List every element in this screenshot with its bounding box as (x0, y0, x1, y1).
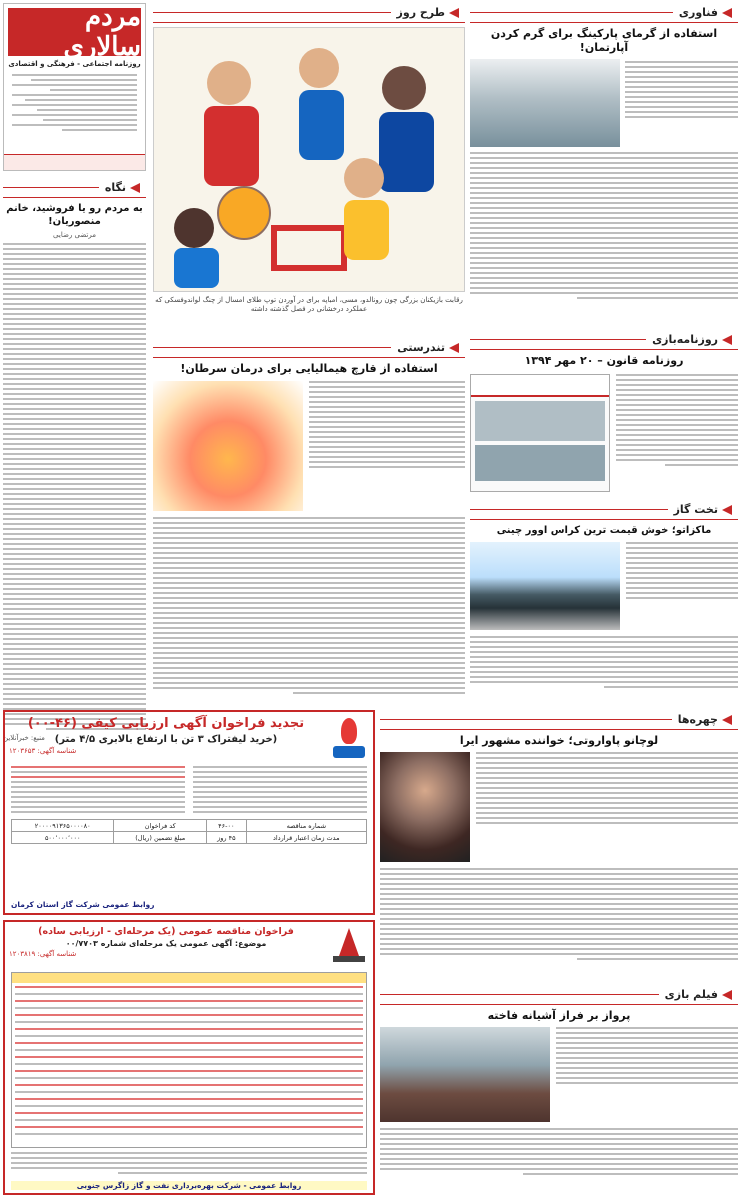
faces-header (380, 710, 738, 730)
faces-section (380, 710, 738, 980)
section-marker-icon (722, 990, 732, 1000)
archive-headline: روزنامه قانون – ۲۰ مهر ۱۳۹۴ (524, 354, 684, 367)
film-headline: پرواز بر فراز آشیانه فاخته (487, 1009, 631, 1022)
ad2-shenase: شناسه آگهی: ۱۲۰۳۸۱۹ (9, 950, 77, 958)
ad1-subheadline: (خرید لیفتراک ۳ تن با ارتفاع بالابری ۴/۵ متر) (54, 734, 278, 745)
newspaper-cover-image (470, 374, 610, 492)
health-headline: استفاده از قارچ هیمالیایی برای درمان سرطان! (180, 362, 438, 375)
column-author: مرتضی رضایی (53, 231, 96, 239)
ad2-table (11, 972, 367, 1148)
gas-company-logo-icon (329, 716, 369, 762)
ad1-body-right (193, 766, 367, 813)
health-header (153, 338, 465, 358)
faces-headline: لوچانو پاواروتی؛ خواننده مشهور ایرا (459, 734, 659, 747)
archive-body (616, 374, 738, 492)
faces-body-top (476, 752, 738, 862)
comic-caption: رقابت بازیکنان بزرگی چون رونالدو، مسی، امباپه برای در آوردن توپ طلای امسال از چنگ لواندوفسکی که عملکرد درخشانی در فصل گذشته داشته (155, 296, 463, 313)
column-section-label: نگاه (104, 181, 126, 194)
car-header (470, 500, 738, 520)
column-signature: منبع: خبرآنلاین (3, 734, 45, 742)
health-body (153, 517, 465, 694)
ad-tender-1 (3, 710, 375, 915)
table-cell: ۲۰۰۰۰۹۱۳۶۵۰۰۰۰۸۰ (12, 820, 114, 832)
ad2-footer: روابط عمومی - شرکت بهره‌برداری نفت و گاز زاگرس جنوبی (11, 1181, 367, 1190)
film-header (380, 985, 738, 1005)
masthead-dateline (4, 154, 145, 170)
table-cell: ۵۰۰٬۰۰۰٬۰۰۰ (12, 832, 114, 844)
ad1-table (11, 819, 367, 844)
tech-body (470, 152, 738, 299)
table-cell: کد فراخوان (114, 820, 207, 832)
health-section-label: تندرستی (397, 341, 445, 354)
ad1-footer: روابط عمومی شرکت گاز استان کرمان (11, 900, 155, 909)
archive-section-label: روزنامه‌بازی (652, 333, 718, 346)
section-marker-icon (130, 183, 140, 193)
oil-company-logo-icon (329, 926, 369, 966)
film-body-top (556, 1027, 738, 1122)
tech-header (470, 3, 738, 23)
film-section (380, 985, 738, 1195)
section-marker-icon (722, 505, 732, 515)
table-cell: شماره مناقصه (246, 820, 366, 832)
health-section (153, 338, 465, 703)
car-headline: ماکزاتو؛ خوش قیمت ترین کراس اوور چینی (496, 525, 712, 536)
health-body-top (309, 381, 465, 511)
pavarotti-portrait (380, 752, 470, 862)
faces-body (380, 868, 738, 960)
column-header (3, 178, 146, 198)
film-still-photo (380, 1027, 550, 1122)
car-photo (470, 542, 620, 630)
comic-section (153, 3, 465, 333)
masthead-subtitle: روزنامه اجتماعی - فرهنگی و اقتصادی (8, 60, 141, 68)
section-marker-icon (449, 343, 459, 353)
cordyceps-mushroom-photo (153, 381, 303, 511)
ad1-shenase: شناسه آگهی: ۱۲۰۳۶۵۳ (9, 747, 77, 755)
column-headline: به مردم رو یا فروشید، خانم منصوریان! (6, 203, 143, 227)
table-cell: مبلغ تضمین (ریال) (114, 832, 207, 844)
table-cell: مدت زمان اعتبار قرارداد (246, 832, 366, 844)
car-section-label: تخت گاز (673, 503, 718, 516)
archive-header (470, 330, 738, 350)
film-body (380, 1128, 738, 1175)
masthead (3, 3, 146, 171)
archive-section (470, 330, 738, 495)
car-section (470, 500, 738, 705)
masthead-logo (8, 2, 141, 62)
ad1-headline: تجدید فراخوان آگهی ارزیابی کیفی (۴۶-۰۰) (27, 716, 305, 731)
tech-section (470, 3, 738, 325)
section-marker-icon (449, 8, 459, 18)
ad2-headline: فراخوان مناقصه عمومی (یک مرحله‌ای - ارزیابی ساده) (38, 926, 294, 937)
column-body (3, 243, 146, 730)
tech-headline: استفاده از گرمای پارکینگ برای گرم کردن آپارتمان! (490, 27, 718, 54)
tech-body-top (625, 59, 738, 147)
car-body (470, 636, 738, 688)
table-cell: ۴۵ روز (207, 832, 247, 844)
car-body-top (626, 542, 738, 630)
ad2-notes (11, 1152, 367, 1174)
film-section-label: فیلم بازی (664, 988, 718, 1001)
table-cell: ۴۶-۰۰ (207, 820, 247, 832)
parking-photo (470, 59, 620, 147)
section-marker-icon (722, 715, 732, 725)
masthead-title: مردم سالاری (63, 2, 141, 62)
faces-section-label: چهره‌ها (677, 713, 718, 726)
comic-illustration (153, 27, 465, 292)
ad2-subheadline: موضوع: آگهی عمومی یک مرحله‌ای شماره ۰۰/۷۷۰۳ (65, 939, 267, 948)
tech-section-label: فناوری (678, 6, 718, 19)
comic-section-label: طرح روز (396, 6, 445, 19)
football-cartoon-icon (154, 28, 464, 291)
ad1-body-left (11, 766, 185, 813)
ad-tender-2 (3, 920, 375, 1195)
masthead-details (12, 74, 137, 131)
comic-header (153, 3, 465, 23)
section-marker-icon (722, 8, 732, 18)
column-section (3, 178, 146, 742)
section-marker-icon (722, 335, 732, 345)
